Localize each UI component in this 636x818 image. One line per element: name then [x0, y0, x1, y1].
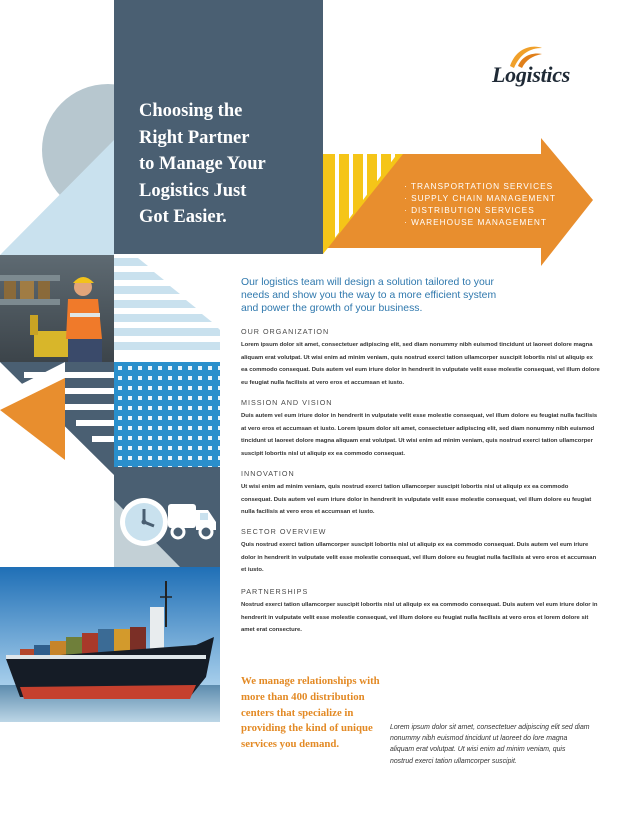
section-title: OUR ORGANIZATION [241, 327, 330, 336]
title-line: Logistics Just [139, 180, 247, 201]
section-body: Lorem ipsum dolor sit amet, consectetuer adipiscing elit, sed diam nonummy nibh euismod tincidunt ut laoreet dolore magna aliquam erat volutpat. Ut wisi enim ad minim veniam, quis nostrud exerci tation ullamcorper suscipit lobortis nisl ut aliquip ex ea commodo consequat. Duis autem vel eum iriure dolor in hendrerit in vulputate velit esse molestie consequat, vel illum dolore eu feugiat nulla facilisis at vero eros et accumsan et iusto. [241, 342, 600, 386]
title-line: Right Partner [139, 127, 250, 148]
services-list [404, 180, 556, 228]
service-item: · DISTRIBUTION SERVICES [404, 205, 535, 215]
section-partnerships [241, 587, 601, 637]
section-organization [241, 327, 601, 389]
title-line: Got Easier. [139, 207, 227, 227]
side-note: Lorem ipsum dolor sit amet, consectetuer adipiscing elit sed diam nonummy nibh euismod tincidunt ut laoreet do lore magna aliquam erat volutpat. Ut wisi enim ad minim veniam, quis nostrud exerci tation ullamcorper suscipit. [390, 724, 590, 765]
title-line: Choosing the [139, 101, 243, 121]
clock-icon [118, 496, 170, 548]
pull-quote: We manage relationships with more than 400 distribution centers that specialize in providing the kind of unique services you demand. [241, 675, 380, 751]
section-body: Ut wisi enim ad minim veniam, quis nostrud exerci tation ullamcorper suscipit lobortis nisl ut aliquip ex ea commodo consequat. Duis autem vel eum iriure dolor in hendrerit in vulputate velit esse molestie consequat, vel illum dolore eu feugiat nulla facilisis at vero eros et accumsan et iusto. [241, 484, 592, 516]
cargo-ship-photo [0, 567, 220, 722]
service-item: · SUPPLY CHAIN MANAGEMENT [404, 193, 556, 203]
section-sector-overview [241, 527, 601, 577]
section-mission [241, 398, 601, 460]
section-title: MISSION AND VISION [241, 398, 333, 407]
section-title: INNOVATION [241, 469, 295, 478]
title-line: to Manage Your [139, 154, 266, 174]
intro-text: Our logistics team will design a solution tailored to your needs and show you the way to a more efficient system and power the growth of your business. [241, 277, 497, 315]
section-body: Quis nostrud exerci tation ullamcorper suscipit lobortis nisl ut aliquip ex ea commodo consequat. Duis autem vel eum iriure dolor in hendrerit in vulputate velit esse molestie consequat, vel illum dolore eu feugiat nulla facilisis at vero eros et accumsan et iusto. [241, 542, 597, 574]
section-title: SECTOR OVERVIEW [241, 527, 327, 536]
truck-icon [168, 500, 218, 544]
page-title [139, 98, 319, 231]
section-innovation [241, 469, 601, 519]
logo-text: Logistics [492, 62, 570, 87]
service-item: · TRANSPORTATION SERVICES [404, 181, 554, 191]
section-title: PARTNERSHIPS [241, 587, 309, 596]
warehouse-worker-photo [0, 255, 114, 362]
service-item: · WAREHOUSE MANAGEMENT [404, 217, 547, 227]
dot-pattern [114, 362, 220, 467]
section-body: Nostrud exerci tation ullamcorper suscipit lobortis nisl ut aliquip ex ea commodo consequat. Duis autem vel eum iriure dolor in hendrerit in vulputate velit esse molestie consequat, vel illum dolore eu feugiat nulla facilisis at vero eros et lorem dolore sit amet erat consecture. [241, 602, 598, 634]
section-body: Duis autem vel eum iriure dolor in hendrerit in vulputate velit esse molestie consequat, vel illum dolore eu feugiat nulla facilisis at vero eros et accumsan et iusto. Lorem ipsum dolor sit amet, consectetuer adipiscing elit, sed diam nonummy nibh euismod tincidunt ut laoreet dolore magna aliquam erat volutpat. Ut wisi enim ad minim veniam, quis nostrud exerci tation ullamcorper suscipit lobortis nisl ut aliquip ex ea commodo consequat. [241, 413, 598, 457]
